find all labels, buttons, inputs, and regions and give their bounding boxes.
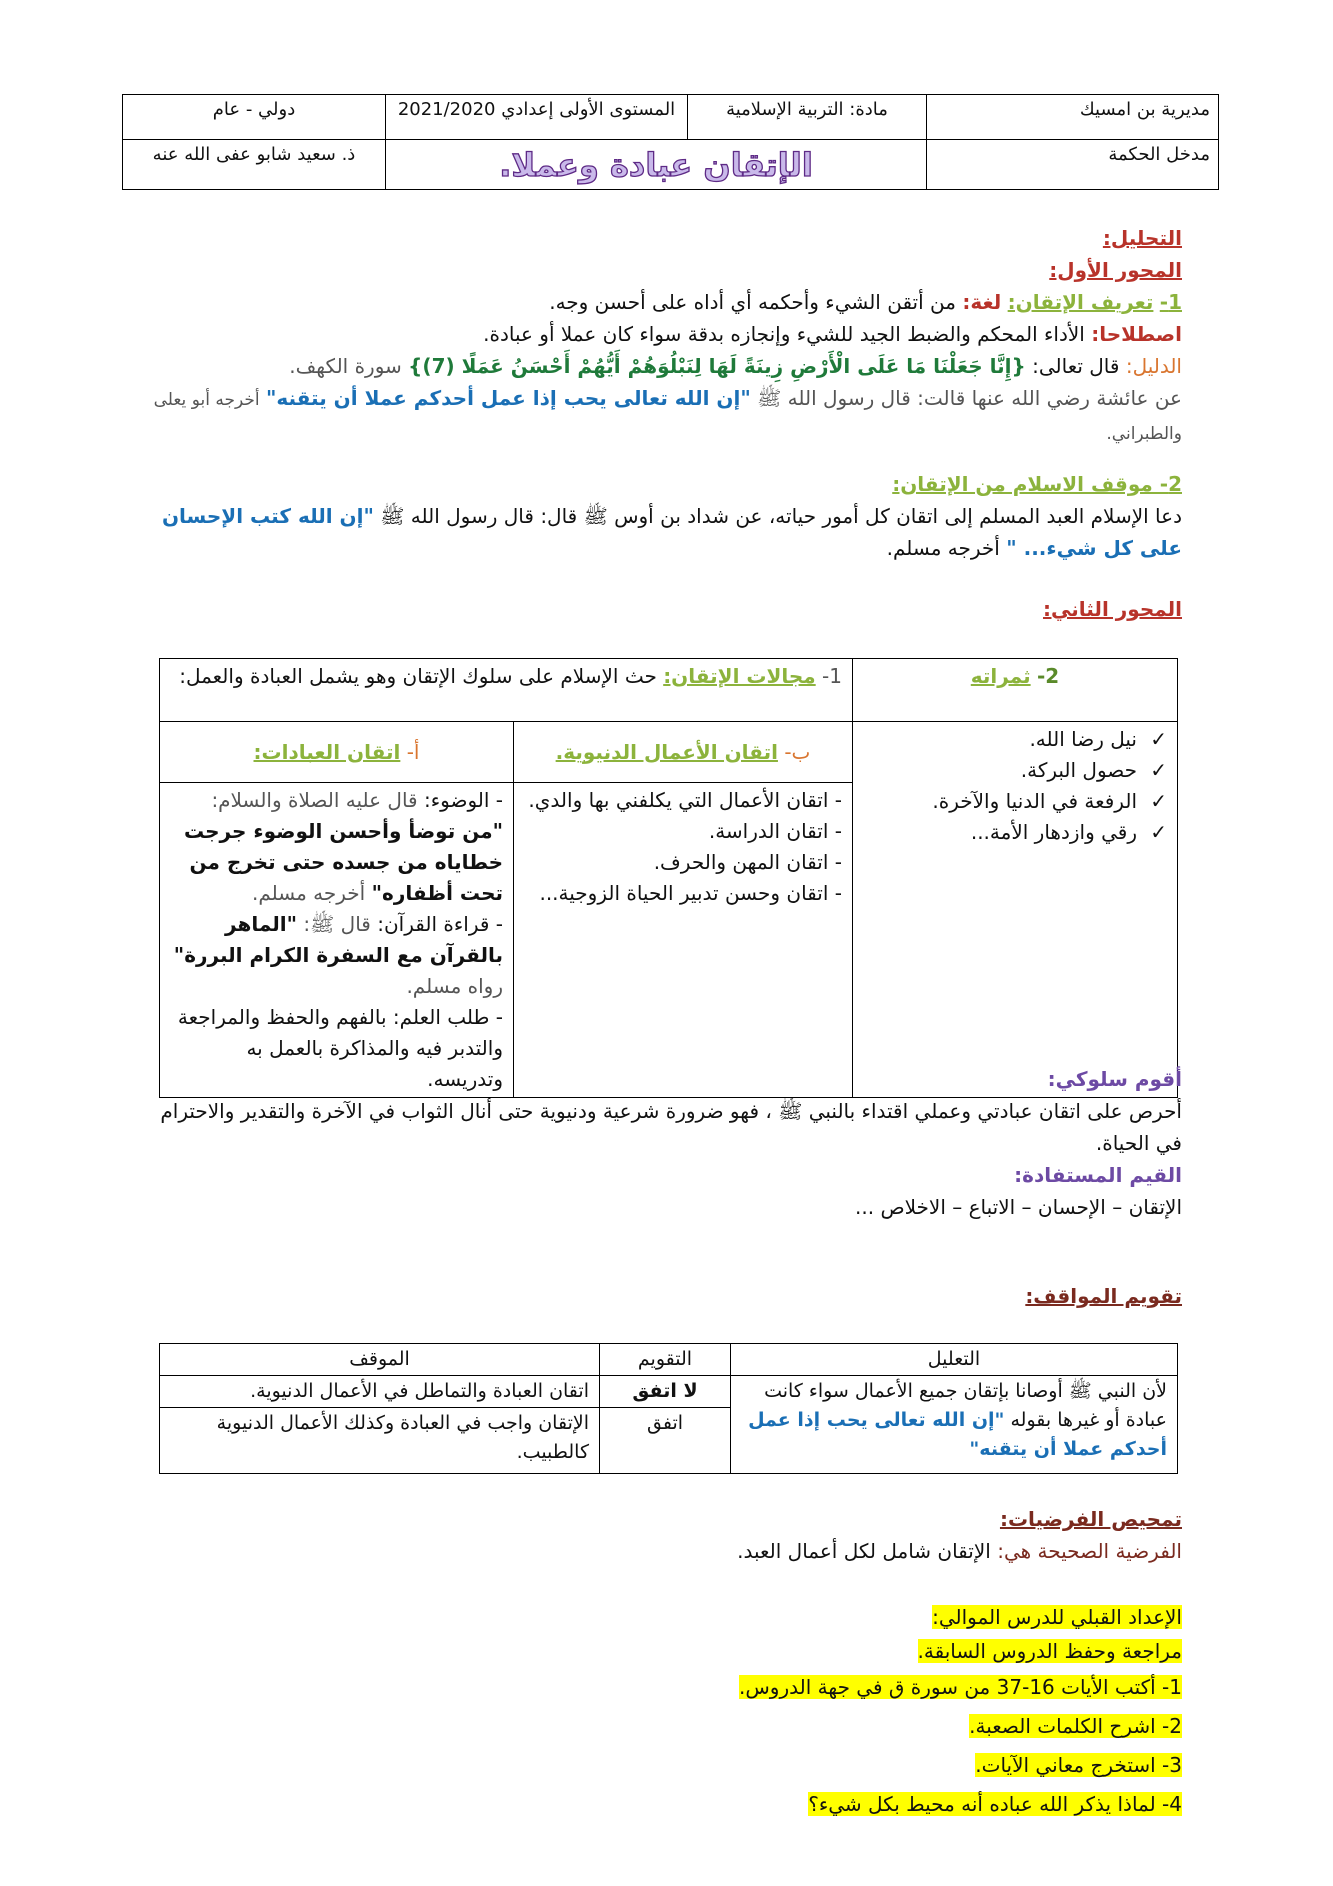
preparation-section [142, 1600, 1182, 1821]
hadith1-line [142, 382, 1182, 450]
fruits-heading: ثمراته [970, 664, 1031, 688]
hypotheses-label: الفرضية الصحيحة هي: [997, 1539, 1182, 1563]
worship-header-cell [160, 722, 514, 783]
worship-number: أ- [406, 739, 420, 764]
preparation-task: 3- استخرج معاني الآيات. [975, 1753, 1182, 1777]
values-text: الإتقان – الإحسان – الاتباع – الاخلاص ... [855, 1195, 1182, 1219]
hypotheses-section [142, 1503, 1182, 1567]
lesson-title-cell [386, 140, 927, 190]
behavior-text: أحرص على اتقان عبادتي وعملي اقتداء بالنبي ﷺ ، فهو ضرورة شرعية ودنيوية حتى أنال الثواب في الآخرة والتقدير والاحترام في الحياة. [160, 1099, 1182, 1155]
domains-intro: حث الإسلام على سلوك الإتقان وهو يشمل العبادة والعمل: [179, 664, 657, 688]
domains-number: 1- [822, 664, 842, 688]
wudu-source: أخرجه مسلم. [251, 881, 366, 905]
eval-row1-situation: اتقان العبادة والتماطل في الأعمال الدنيوية. [160, 1376, 600, 1408]
analysis-section [142, 222, 1182, 450]
evaluation-title-block [142, 1280, 1182, 1312]
wudu-intro: قال عليه الصلاة والسلام: [211, 788, 418, 812]
domains-header-cell [160, 659, 853, 722]
worldly-item: - اتقان المهن والحرف. [653, 850, 842, 874]
preparation-task: 1- أكتب الأيات 16-37 من سورة ق في جهة الدروس. [739, 1675, 1182, 1699]
subject-cell: مادة: التربية الإسلامية [688, 95, 927, 140]
worldly-heading: اتقان الأعمال الدنيوية. [555, 739, 778, 764]
values-title: القيم المستفادة: [1014, 1163, 1182, 1187]
quran-item [170, 909, 503, 1002]
eval-row2-situation: الإتقان واجب في العبادة وكذلك الأعمال الدنيوية كالطبيب. [160, 1408, 600, 1474]
check-icon: ✓ [1150, 789, 1167, 813]
position-hadith: "إن الله كتب الإحسان على كل شيء... " [161, 504, 1182, 560]
quran-verse: {إِنَّا جَعَلْنَا مَا عَلَى الْأَرْضِ زِينَةً لَهَا لِنَبْلُوَهُمْ أَيُّهُمْ أَحْسَنُ عَمَلًا (7)} [408, 354, 1026, 378]
fruits-list [863, 724, 1167, 848]
eval-reason-hadith: "إن الله تعالى يحب إذا عمل أحدكم عملا أن يتقنه" [748, 1409, 1167, 1460]
evaluation-table [159, 1343, 1178, 1474]
term-text: الأداء المحكم والضبط الجيد للشيء وإنجازه بدقة سواء كان عملا أو عبادة. [483, 322, 1085, 346]
fruits-number: 2- [1036, 664, 1060, 688]
proof-label: الدليل: [1125, 354, 1182, 378]
eval-row2-eval: اتفق [600, 1408, 731, 1474]
axis2-title: المحور الثاني: [1043, 597, 1182, 621]
term-label: اصطلاحا: [1091, 322, 1182, 346]
hadith1-text: "إن الله تعالى يحب إذا عمل أحدكم عملا أن يتقنه" [265, 386, 751, 410]
position-text-line [142, 500, 1182, 564]
preparation-line1: مراجعة وحفظ الدروس السابقة. [917, 1639, 1182, 1663]
hadith1-source: أخرجه أبو يعلى والطبراني. [153, 390, 1182, 444]
check-icon: ✓ [1150, 758, 1167, 782]
check-icon: ✓ [1150, 727, 1167, 751]
fruit-item: ✓ نيل رضا الله. [863, 724, 1167, 755]
quran-intro: قال ﷺ: [303, 912, 371, 936]
definition-lang [142, 286, 1182, 318]
lesson-title: الإتقان عبادة وعملا. [499, 145, 813, 184]
axis1-title: المحور الأول: [1049, 258, 1182, 282]
track-cell: دولي - عام [123, 95, 386, 140]
worldly-item: - اتقان الأعمال التي يكلفني بها والدي. [528, 788, 842, 812]
fruits-cell [853, 722, 1178, 1098]
worldly-header-cell [514, 722, 853, 783]
eval-header-reason: التعليل [731, 1344, 1178, 1376]
hypotheses-title: تمحيص الفرضيات: [999, 1507, 1182, 1531]
fruit-item: ✓ حصول البركة. [863, 755, 1167, 786]
def-number: 1- [1159, 290, 1182, 314]
header-table [122, 94, 1219, 190]
fruit-item: ✓ رقي وازدهار الأمة... [863, 817, 1167, 848]
wudu-hadith: "من توضأ وأحسن الوضوء جرجت خطاياه من جسده حتى تخرج من تحت أظفاره" [183, 819, 503, 905]
quran-hadith: "الماهر بالقرآن مع السفرة الكرام البررة" [173, 912, 503, 967]
definition-term [142, 318, 1182, 350]
teacher-cell: ذ. سعيد شابو عفى الله عنه [123, 140, 386, 190]
worship-cell [160, 783, 514, 1098]
knowledge-label: - طلب العلم: [392, 1005, 503, 1029]
quran-source: رواه مسلم. [406, 974, 503, 998]
eval-reason-cell [731, 1376, 1178, 1474]
eval-row1-eval: لا اتفق [600, 1376, 731, 1408]
entry-cell: مدخل الحكمة [927, 140, 1219, 190]
lang-label: لغة: [962, 290, 1002, 314]
quran-label: - قراءة القرآن: [377, 912, 503, 936]
level-cell: المستوى الأولى إعدادي 2021/2020 [386, 95, 688, 140]
preparation-task: 4- لماذا يذكر الله عباده أنه محيط بكل شيء؟ [808, 1792, 1182, 1816]
lang-text: من أتقن الشيء وأحكمه أي أداه على أحسن وجه. [549, 290, 956, 314]
eval-header-situation: الموقف [160, 1344, 600, 1376]
hypotheses-text: الإتقان شامل لكل أعمال العبد. [737, 1539, 991, 1563]
fruit-item: ✓ الرفعة في الدنيا والآخرة. [863, 786, 1167, 817]
islam-position-section [142, 468, 1182, 564]
axis2-heading-block [142, 593, 1182, 625]
eval-reason-text: لأن النبي ﷺ أوصانا بإتقان جميع الأعمال سواء كانت عبادة أو غيرها بقوله [764, 1380, 1167, 1431]
behavior-title: أقوم سلوكي: [1047, 1067, 1182, 1091]
fruits-header-cell [853, 659, 1178, 722]
position-heading: 2- موقف الاسلام من الإتقان: [892, 472, 1182, 496]
preparation-task: 2- اشرح الكلمات الصعبة. [969, 1714, 1182, 1738]
worldly-item: - اتقان الدراسة. [708, 819, 842, 843]
hadith1-intro: عن عائشة رضي الله عنها قالت: قال رسول الله ﷺ [757, 386, 1182, 410]
proof-line [142, 350, 1182, 382]
hypotheses-line [142, 1535, 1182, 1567]
analysis-title: التحليل: [1102, 226, 1182, 250]
worldly-number: ب- [784, 739, 811, 764]
position-text: دعا الإسلام العبد المسلم إلى اتقان كل أمور حياته، عن شداد بن أوس ﷺ قال: قال رسول الله ﷺ [380, 504, 1182, 528]
position-source: أخرجه مسلم. [886, 536, 1000, 560]
worldly-cell [514, 783, 853, 1098]
check-icon: ✓ [1150, 820, 1167, 844]
verse-source: سورة الكهف. [289, 354, 402, 378]
behavior-section [142, 1063, 1182, 1223]
directorate-cell: مديرية بن امسيك [927, 95, 1219, 140]
worship-heading: اتقان العبادات: [253, 739, 401, 764]
eval-header-eval: التقويم [600, 1344, 731, 1376]
evaluation-title: تقويم المواقف: [1025, 1284, 1182, 1308]
domains-table [159, 658, 1178, 1098]
def-heading: تعريف الإتقان: [1007, 290, 1154, 314]
wudu-item [170, 785, 503, 909]
domains-heading: مجالات الإتقان: [663, 664, 816, 688]
wudu-label: - الوضوء: [423, 788, 503, 812]
knowledge-text: بالفهم والحفظ والمراجعة والتدبر فيه والمذاكرة بالعمل به وتدريسه. [177, 1005, 503, 1091]
proof-intro: قال تعالى: [1032, 354, 1120, 378]
worldly-item: - اتقان وحسن تدبير الحياة الزوجية... [539, 881, 842, 905]
preparation-title: الإعداد القبلي للدرس الموالي: [932, 1605, 1182, 1629]
